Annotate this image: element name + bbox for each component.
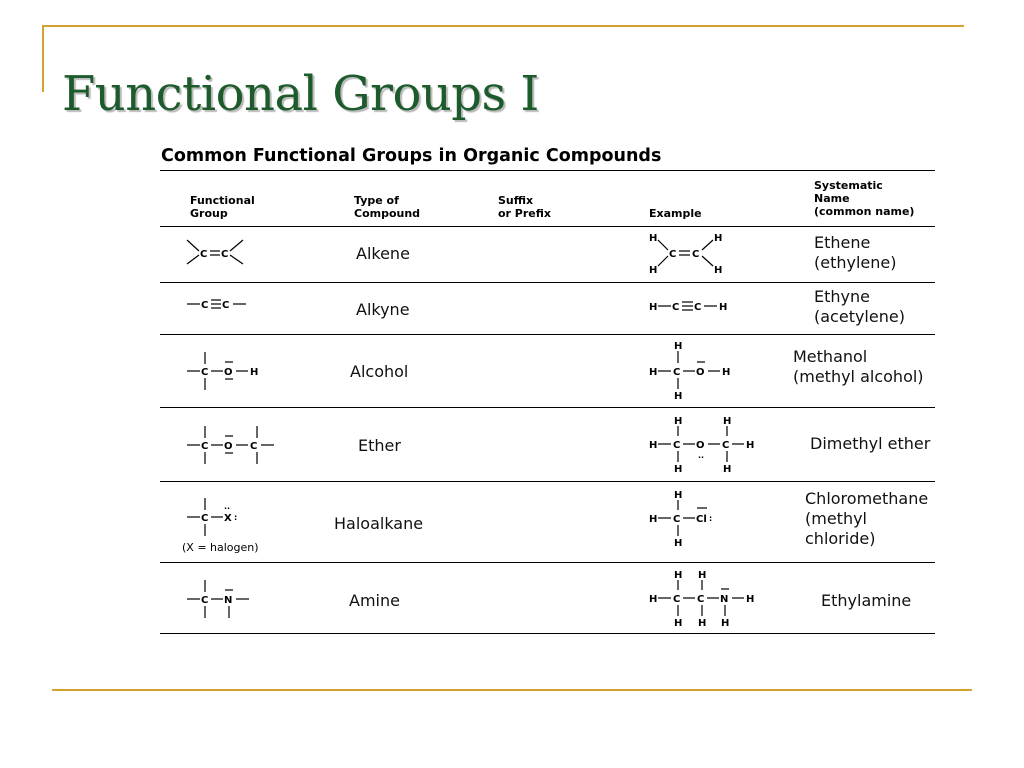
svg-text:C: C [694, 302, 702, 313]
ethyne-structure [647, 296, 747, 316]
bottom-accent-line [52, 689, 972, 691]
svg-text:C: C [692, 249, 700, 260]
svg-text:O: O [696, 367, 705, 378]
svg-text:H: H [674, 341, 683, 352]
svg-text:C: C [673, 440, 681, 451]
alcohol-group-structure [185, 350, 275, 392]
name-chloromethane: Chloromethane (methyl chloride) [805, 489, 929, 548]
svg-text:H: H [719, 302, 728, 313]
svg-text:H: H [649, 233, 658, 244]
header-functional-group: Functional Group [190, 194, 255, 220]
svg-text:H: H [746, 440, 755, 451]
svg-text:H: H [698, 618, 707, 629]
svg-text:H: H [722, 367, 731, 378]
type-alcohol: Alcohol [350, 362, 409, 381]
row-rule [160, 407, 935, 408]
type-alkene: Alkene [356, 244, 410, 263]
svg-text:Cl: Cl [696, 514, 707, 525]
svg-text:H: H [674, 490, 683, 501]
svg-text:C: C [201, 513, 209, 524]
svg-text:C: C [673, 367, 681, 378]
type-amine: Amine [349, 591, 400, 610]
dimethyl-ether-structure [647, 412, 767, 474]
header-example: Example [649, 207, 702, 220]
svg-text:H: H [674, 570, 683, 581]
svg-text:X: X [224, 513, 232, 524]
row-rule [160, 481, 935, 482]
svg-text:H: H [250, 367, 259, 378]
svg-text:O: O [224, 441, 233, 452]
svg-text:N: N [224, 595, 233, 606]
row-rule [160, 282, 935, 283]
methanol-structure [647, 339, 747, 401]
table-title: Common Functional Groups in Organic Compounds [161, 146, 662, 166]
svg-text:H: H [649, 265, 658, 276]
type-haloalkane: Haloalkane [334, 514, 424, 533]
amine-group-structure [185, 578, 265, 620]
header-rule [160, 226, 935, 227]
svg-text:..: .. [698, 451, 705, 460]
svg-text:O: O [224, 367, 233, 378]
header-type: Type of Compound [354, 194, 421, 220]
name-ethyne: Ethyne (acetylene) [814, 287, 905, 326]
ether-group-structure [185, 424, 285, 466]
svg-text:C: C [201, 441, 209, 452]
svg-text:H: H [674, 618, 683, 629]
svg-text:C: C [673, 594, 681, 605]
header-suffix: Suffix or Prefix [498, 194, 552, 220]
svg-text:H: H [746, 594, 755, 605]
top-accent-line [42, 25, 964, 27]
chloromethane-structure [647, 486, 737, 548]
row-rule [160, 334, 935, 335]
svg-text:C: C [222, 300, 230, 311]
svg-text:H: H [649, 514, 658, 525]
row-rule [160, 562, 935, 563]
svg-text::: : [709, 514, 713, 523]
svg-text:C: C [200, 249, 208, 260]
svg-text:H: H [714, 265, 723, 276]
svg-text:H: H [721, 618, 730, 629]
header-systematic-name: Systematic Name (common name) [814, 179, 915, 218]
svg-text:C: C [673, 514, 681, 525]
svg-text:C: C [672, 302, 680, 313]
ethene-structure [645, 230, 735, 276]
haloalkane-group-structure [185, 496, 265, 538]
svg-text:H: H [723, 416, 732, 427]
svg-text:..: .. [224, 502, 231, 511]
table-top-rule [160, 170, 935, 171]
svg-text:H: H [649, 440, 658, 451]
svg-text:H: H [649, 594, 658, 605]
name-ethylamine: Ethylamine [821, 591, 912, 610]
svg-text:C: C [250, 441, 258, 452]
svg-text:H: H [674, 538, 683, 549]
svg-text:C: C [201, 300, 209, 311]
svg-text:C: C [201, 595, 209, 606]
type-alkyne: Alkyne [356, 300, 410, 319]
svg-text:H: H [723, 464, 732, 475]
svg-text:H: H [649, 367, 658, 378]
name-methanol: Methanol (methyl alcohol) [793, 347, 924, 386]
svg-text:H: H [649, 302, 658, 313]
svg-text:C: C [697, 594, 705, 605]
svg-text::: : [234, 513, 238, 522]
svg-text:O: O [696, 440, 705, 451]
halogen-note: (X = halogen) [182, 541, 259, 554]
type-ether: Ether [358, 436, 401, 455]
alkene-group-structure [185, 236, 255, 272]
svg-text:C: C [221, 249, 229, 260]
name-ethene: Ethene (ethylene) [814, 233, 897, 272]
alkyne-group-structure [185, 294, 265, 314]
table-bottom-rule [160, 633, 935, 634]
svg-text:N: N [720, 594, 729, 605]
name-dimethyl-ether: Dimethyl ether [810, 434, 931, 453]
ethylamine-structure [647, 566, 767, 628]
svg-text:C: C [201, 367, 209, 378]
svg-text:C: C [669, 249, 677, 260]
svg-text:H: H [714, 233, 723, 244]
svg-text:C: C [722, 440, 730, 451]
svg-text:H: H [674, 464, 683, 475]
svg-text:H: H [698, 570, 707, 581]
slide-title: Functional Groups I [62, 66, 539, 122]
svg-text:H: H [674, 416, 683, 427]
svg-text:H: H [674, 391, 683, 402]
left-accent-line [42, 25, 44, 92]
